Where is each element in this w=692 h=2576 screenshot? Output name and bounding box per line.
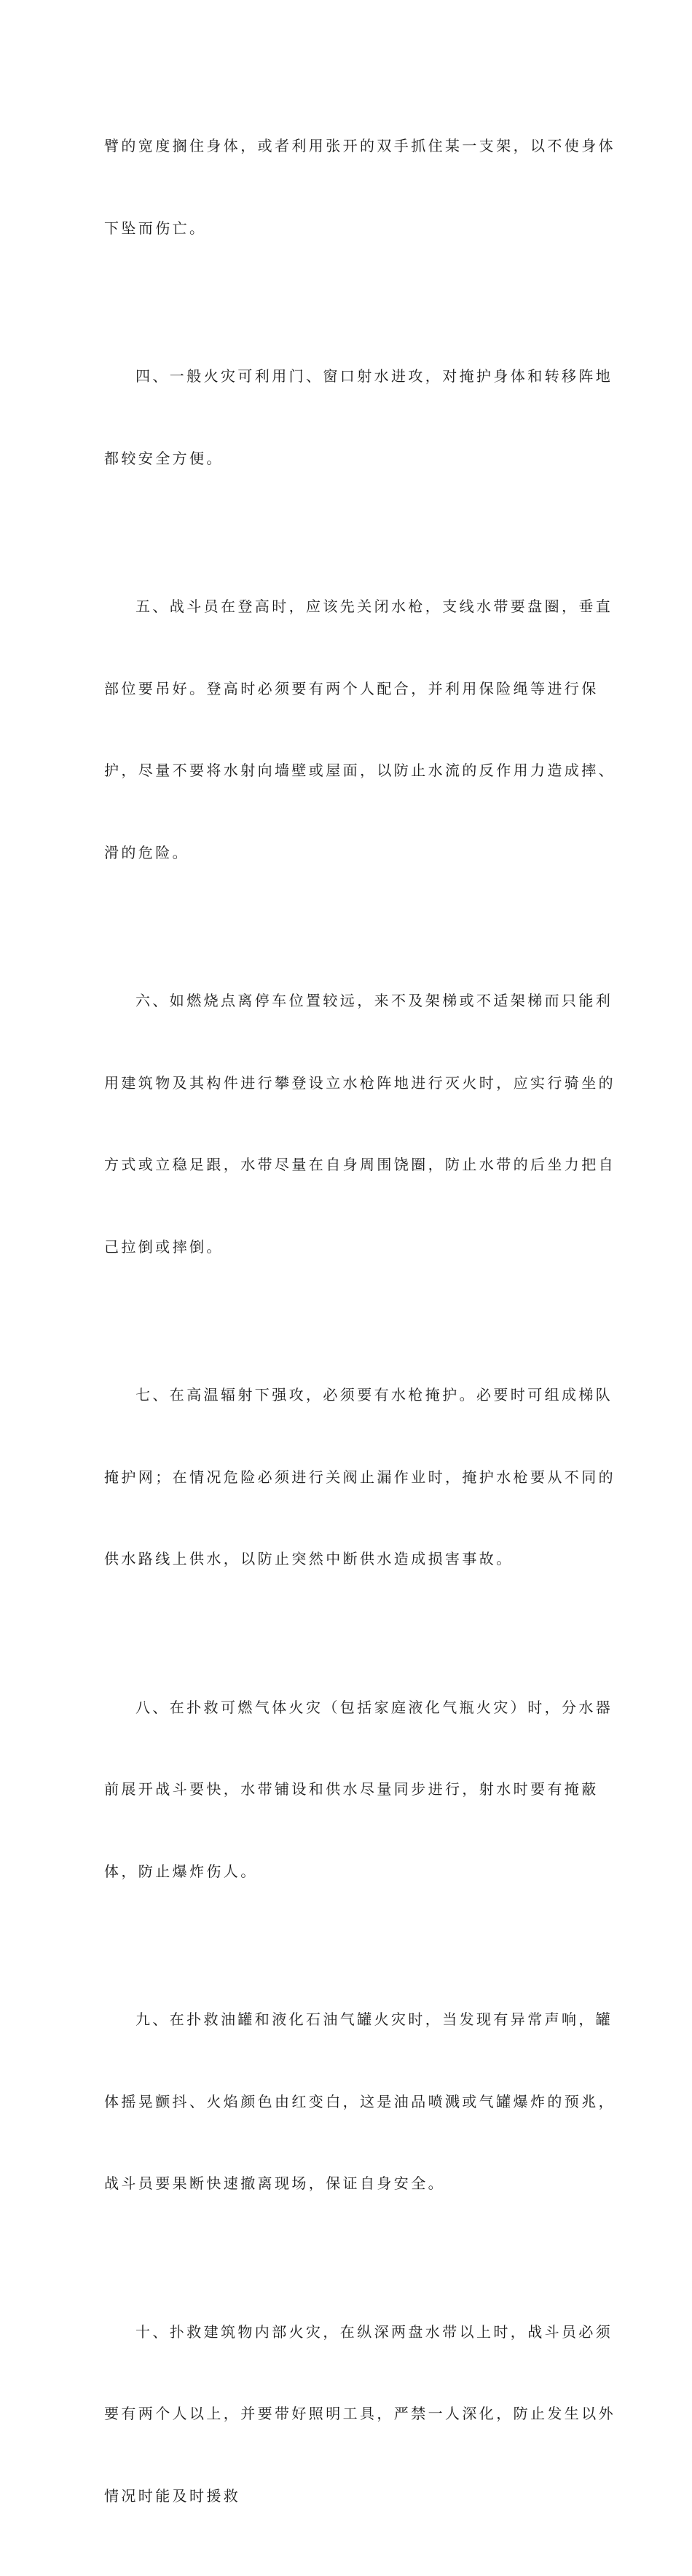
paragraph-item-9 — [104, 1951, 616, 2252]
text-line: 都较安全方便。 — [104, 449, 224, 467]
text-line: 八、在扑救可燃气体火灾（包括家庭液化气瓶火灾）时，分水器 — [135, 1698, 613, 1716]
paragraph-item-4 — [104, 308, 613, 527]
text-line: 护，尽量不要将水射向墙壁或屋面，以防止水流的反作用力造成摔、 — [104, 762, 616, 779]
text-line: 下坠而伤亡。 — [104, 219, 207, 237]
text-line: 己拉倒或摔倒。 — [104, 1237, 224, 1256]
text-line: 五、战斗员在登高时，应该先关闭水枪，支线水带要盘圈，垂直 — [135, 598, 613, 615]
text-line: 要有两个人以上，并要带好照明工具，严禁一人深化，防止发生以外 — [104, 2405, 616, 2422]
paragraph-item-7 — [104, 1327, 616, 1628]
text-line: 部位要吊好。登高时必须要有两个人配合，并利用保险绳等进行保 — [104, 679, 599, 697]
text-line: 用建筑物及其构件进行攀登设立水枪阵地进行灭火时，应实行骑坐的 — [104, 1073, 616, 1092]
text-line: 四、一般火灾可利用门、窗口射水进攻，对掩护身体和转移阵地 — [135, 367, 613, 385]
paragraph-item-8 — [104, 1640, 613, 1941]
text-line: 方式或立稳足跟，水带尽量在自身周围饶圈，防止水带的后坐力把自 — [104, 1156, 616, 1173]
text-line: 战斗员要果断快速撤离现场，保证自身安全。 — [104, 2174, 445, 2192]
text-line: 体摇晃颤抖、火焰颜色由红变白，这是油品喷溅或气罐爆炸的预兆， — [104, 2092, 616, 2110]
text-line: 九、在扑救油罐和液化石油气罐火灾时，当发现有异常声响，罐 — [135, 2011, 613, 2028]
paragraph-continuation — [104, 78, 616, 297]
text-line: 六、如燃烧点离停车位置较远，来不及架梯或不适架梯而只能利 — [135, 992, 613, 1009]
text-line: 情况时能及时援救 — [104, 2486, 241, 2505]
text-line: 滑的危险。 — [104, 843, 189, 861]
text-line: 掩护网；在情况危险必须进行关阀止漏作业时，掩护水枪要从不同的 — [104, 1468, 616, 1486]
text-line: 七、在高温辐射下强攻，必须要有水枪掩护。必要时可组成梯队 — [135, 1386, 613, 1404]
text-line: 十、扑救建筑物内部火灾，在纵深两盘水带以上时，战斗员必须 — [135, 2322, 613, 2341]
document-body — [104, 78, 616, 2576]
text-line: 供水路线上供水，以防止突然中断供水造成损害事故。 — [104, 1550, 514, 1567]
text-line: 臂的宽度搁住身体，或者利用张开的双手抓住某一支架，以不使身体 — [104, 137, 616, 154]
paragraph-item-10 — [104, 2264, 616, 2565]
text-line: 体，防止爆炸伤人。 — [104, 1862, 258, 1880]
paragraph-item-5 — [104, 539, 616, 921]
text-line: 前展开战斗要快，水带铺设和供水尽量同步进行，射水时要有掩蔽 — [104, 1780, 599, 1798]
paragraph-item-6 — [104, 933, 616, 1315]
